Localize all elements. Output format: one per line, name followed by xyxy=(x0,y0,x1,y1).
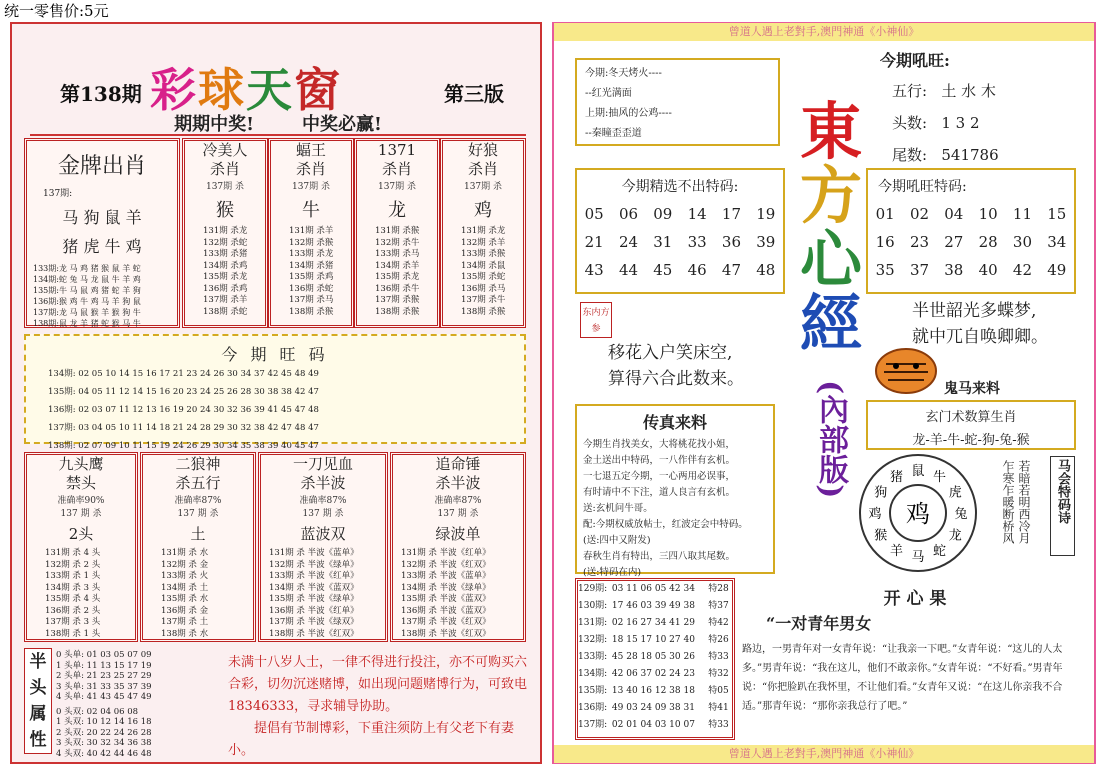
zodiac-center: 鸡 xyxy=(906,500,930,528)
edition-label: 第三版 xyxy=(444,82,504,106)
retail-price: 统一零售价:5元 xyxy=(4,2,109,20)
tiger-label: 鬼马来料 xyxy=(944,381,1000,397)
zodiac-wheel xyxy=(850,450,986,576)
half-head-label: 半 头 属 性 xyxy=(24,648,52,754)
poem-1: 移花入户笑床空, 算得六合此数来。 xyxy=(608,343,744,389)
gold-line1: 马 狗 鼠 羊 xyxy=(62,208,142,227)
top-banner: 曾道人遇上老對手,澳門神通《小神仙》 xyxy=(554,23,1094,41)
issue-number: 第138期 xyxy=(60,82,142,106)
zodiac-ring-char: 龙 xyxy=(948,528,962,544)
tiger-image xyxy=(872,346,940,396)
stamp-badge: 东内方参 xyxy=(580,302,612,338)
zodiac-ring-char: 蛇 xyxy=(932,544,947,560)
brand-logo: 彩球天窗 xyxy=(150,63,342,117)
bottom-col-4: 追命锤 杀半波 准确率87% 137 期 杀 绿波单 131期 杀 半波《红单》 132期 杀 半波《红双》 133期 杀 半波《蓝单》 134期 杀 半波《绿单》 135期 杀 半波《蓝双》 136期 杀 半波《蓝双》 137期 杀 半波《红双》 138期 杀 半波《红双》 xyxy=(390,452,526,642)
internal-edition: (內部版) xyxy=(813,380,848,499)
kill-col-4: 好狼 杀肖 137期 杀 鸡 131期 杀龙 132期 杀羊 133期 杀猴 134期 杀鼠 135期 杀蛇 136期 杀马 137期 杀牛 138期 杀猴 xyxy=(440,138,526,328)
gold-line2: 猪 虎 牛 鸡 xyxy=(62,237,142,256)
hot-numbers-box: 今 期 旺 码 134期: 02 05 10 14 15 16 17 21 23 24 26 30 34 37 42 45 48 49 135期: 04 05 11 12 14 15 16 20 23 24 25 26 28 30 38 38 42 47 136期: 02 03 07 11 12 13 16 19 20 24 30 32 36 39 41 45 47 48 137期: 03 04 05 10 11 14 18 21 24 28 29 30 32 38 42 47 48 47 138期: 02 07 09 10 11 15 19 24 26 29 30 34 35 38 39 40 45 47 xyxy=(24,334,526,444)
hot-numbers-title: 今 期 旺 码 xyxy=(221,345,329,364)
select-numbers-box: 今期精选不出特码: 05 06 09 14 17 19 21 24 31 33 36 39 43 44 45 46 47 48 xyxy=(575,168,785,294)
gold-zodiac-box xyxy=(24,138,180,328)
gold-history: 133期:龙 马 鸡 猪 猴 鼠 羊 蛇 134期:蛇 兔 马 龙 鼠 牛 羊 鸡 135期:牛 马 鼠 鸡 猪 蛇 羊 狗 136期:猴 鸡 牛 鸡 马 羊 狗 鼠 137期:龙 马 鼠 猴 羊 猴 狗 牛 138期:鼠 龙 羊 猪 蛇 猴 马 牛 xyxy=(33,264,141,328)
xuanmen-box: 玄门术数算生肖 龙-羊-牛-蛇-狗-兔-猴 xyxy=(866,400,1076,450)
zodiac-ring-char: 鼠 xyxy=(911,464,925,479)
zodiac-ring-char: 鸡 xyxy=(868,507,882,522)
history-table: 129期: 03 11 06 05 42 34 特28 130期: 17 46 03 39 49 38 特37 131期: 02 16 27 34 41 29 特42 132期: 18 15 17 10 27 40 特26 133期: 45 28 18 05 30 26 特33 134期: 42 06 37 02 24 23 特32 135期: 13 40 16 12 38 18 特05 136期: 49 03 24 09 38 31 特41 137期: 02 01 04 03 10 07 特33 xyxy=(575,578,735,740)
joke-section: 开 心 果 “一对青年男女 路边，一男青年对一女青年说：“让我亲一下吧。”女青年说：“这儿的人太多。”男青年说：“我在这儿，他们不敢亲你。”女青年说：“不好看。”男青年说：“你把脸趴在我怀里，不让他们看。”女青年又说：“在这儿你亲我不合适。”那青年说：“那你亲我总行了吧。” xyxy=(742,589,1063,712)
kill-col-1: 冷美人 杀肖 137期 杀 猴 131期 杀龙 132期 杀蛇 133期 杀猪 134期 杀鸡 135期 杀龙 136期 杀鸡 137期 杀羊 138期 杀蛇 xyxy=(182,138,268,328)
bottom-banner: 曾道人遇上老對手,澳門神通《小神仙》 xyxy=(554,745,1094,763)
hot-code-box: 今期吼旺特码: 01 02 04 10 11 15 16 23 27 28 30 34 35 37 38 40 42 49 xyxy=(866,168,1076,294)
dongfang-title: 東 方 心 經 xyxy=(800,95,863,360)
kill-col-2: 蝠王 杀肖 137期 杀 牛 131期 杀羊 132期 杀猴 133期 杀龙 134期 杀猪 135期 杀鸡 136期 杀蛇 137期 杀马 138期 杀猴 xyxy=(268,138,354,328)
verse-columns: 若暗若明西冷月乍寒乍暖断桥风 xyxy=(1001,460,1031,544)
zodiac-ring-char: 马 xyxy=(911,550,925,565)
gold-period: 137期: xyxy=(43,189,73,199)
zodiac-ring-char: 猴 xyxy=(874,528,888,544)
hot-box: 今期吼旺: 五行: 土 水 木 头数: 1 3 2 尾数: 541786 xyxy=(880,51,999,164)
bottom-col-1: 九头鹰 禁头 准确率90% 137 期 杀 2头 131期 杀 4 头 132期 杀 2 头 133期 杀 1 头 134期 杀 3 头 135期 杀 4 头 136期 杀 2 头 137期 杀 3 头 138期 杀 1 头 xyxy=(24,452,138,642)
poem-2: 半世韶光多蝶梦, 就中兀自唤卿卿。 xyxy=(912,301,1048,347)
zodiac-ring-char: 兔 xyxy=(954,507,968,522)
half-head-table: 0 头单: 01 03 05 07 09 1 头单: 11 13 15 17 19 2 头单: 21 23 25 27 29 3 头单: 31 33 35 37 39 4 头单: 41 43 45 47 49 0 头双: 02 04 06 08 1 头双: 10 12 14 16 18 2 头双: 20 22 24 26 28 3 头双: 30 32 34 36 38 4 头双: 40 42 44 46 48 xyxy=(56,650,152,759)
fax-box: 传真来料 今期生肖找美女，大将桃花找小姐， 金土送出中特码，一八作伴有玄机。 一七退五定今期，一心两用必误事， 有时请中不下注，道人良言有玄机。 送:玄机问牛哥。 配:今期权威放帖士，红波定会中特码。 (送:四中又附发) 春秋生肖有特出，三四八取其尾数。 (送:特码在内) xyxy=(575,404,775,574)
zodiac-ring-char: 猪 xyxy=(889,469,904,485)
masthead xyxy=(30,54,526,117)
zodiac-ring-char: 羊 xyxy=(889,544,904,560)
zodiac-ring-char: 虎 xyxy=(948,485,962,501)
bottom-col-3: 一刀见血 杀半波 准确率87% 137 期 杀 蓝波双 131期 杀 半波《蓝单》 132期 杀 半波《绿单》 133期 杀 半波《红单》 134期 杀 半波《蓝双》 135期 杀 半波《绿单》 136期 杀 半波《红单》 137期 杀 半波《绿双》 138期 杀 半波《红双》 xyxy=(258,452,388,642)
notes-box: 今期:冬天烤火---- --红光满面 上期:抽风的公鸡---- --秦瞳歪歪道 xyxy=(575,58,780,146)
kill-col-3: 1371 杀肖 137期 杀 龙 131期 杀猴 132期 杀牛 133期 杀马 134期 杀羊 135期 杀龙 136期 杀牛 137期 杀猴 138期 杀猴 xyxy=(354,138,440,328)
gold-title: 金牌出肖 xyxy=(57,154,146,179)
bottom-col-2: 二狼神 杀五行 准确率87% 137 期 杀 土 131期 杀 水 132期 杀 金 133期 杀 火 134期 杀 土 135期 杀 水 136期 杀 金 137期 杀 土 138期 杀 水 xyxy=(140,452,256,642)
zodiac-ring-char: 狗 xyxy=(874,485,888,501)
gambling-warning: 未满十八岁人士，一律不得进行投注，亦不可购买六合彩，切勿沉迷赌博，如出现问题赌博行为，可致电18346333，寻求辅导协助。 提倡有节制博彩，下重注须防上有父老下有妻小。 xyxy=(228,655,528,758)
slogan: 期期中奖! 中奖必赢! xyxy=(30,110,526,136)
zodiac-ring-char: 牛 xyxy=(932,469,947,485)
verse-title: 马会特码诗 xyxy=(1050,456,1075,556)
